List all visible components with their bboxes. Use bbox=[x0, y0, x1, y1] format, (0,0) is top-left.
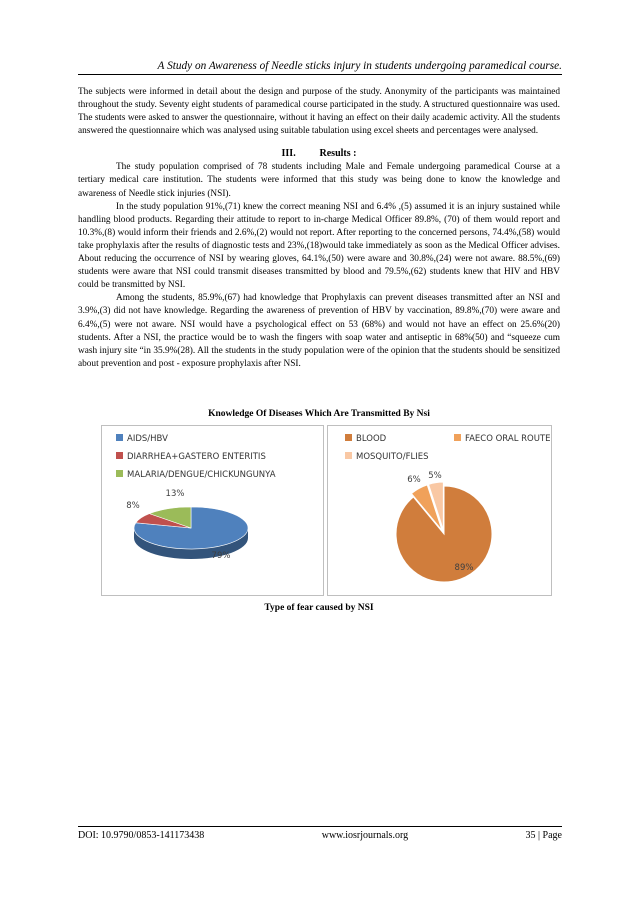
legend-label-faeco-oral-route: FAECO ORAL ROUTE bbox=[465, 434, 551, 444]
legend-swatch-malaria-dengue-chickungunya bbox=[116, 470, 123, 477]
legend-label-blood: BLOOD bbox=[356, 434, 387, 444]
page-footer bbox=[78, 826, 562, 841]
body-text bbox=[78, 86, 560, 371]
results-paragraph: The study population comprised of 78 students including Male and Female undergoing paramedical Course at a tertiary medical care institution. The students were informed that this study was being done to know the knowledge and awareness of Needle stick injuries (NSI). bbox=[78, 162, 560, 199]
legend-swatch-blood bbox=[345, 434, 352, 441]
legend-swatch-mosquito-flies bbox=[345, 452, 352, 459]
data-label-blood: 89% bbox=[454, 563, 474, 573]
section-heading bbox=[78, 148, 560, 159]
legend-label-aids-hbv: AIDS/HBV bbox=[127, 434, 168, 444]
section-number: III. bbox=[281, 148, 296, 160]
footer-doi: DOI: 10.9790/0853-141173438 bbox=[78, 830, 205, 841]
footer-page-number: 35 | Page bbox=[525, 830, 562, 841]
running-header: A Study on Awareness of Needle sticks injury in students undergoing paramedical course. bbox=[78, 60, 562, 75]
results-paragraph: In the study population 91%,(71) knew the correct meaning NSI and 6.4% ,(5) assumed it is an injury sustained while handling blood products. Regarding their attitude to report to in-charge Medical Officer 89.8%, (70) of them would report and 10.3%,(8) would inform their friends and 2.6%,(2) would not report. After reporting to the concerned persons, 74.4%,(58) would take prophylaxis after the results of diagnostic tests and 23%,(18)would take immediately as soon as the Medical Officer advises. About reducing the occurrence of NSI by wearing gloves, 64.1%,(50) were aware and 30.8%,(24) were not aware. 88.5%,(69) students were aware that NSI could transmit diseases transmitted by blood and 79.5%,(62) students knew that HIV and HBV could be transmitted by NSI. bbox=[78, 201, 560, 291]
legend-swatch-diarrhea-gastero-enteritis bbox=[116, 452, 123, 459]
pie-slice-blood bbox=[396, 486, 492, 582]
data-label-diarrhea-gastero-enteritis: 8% bbox=[126, 501, 140, 511]
data-label-faeco-oral-route: 6% bbox=[407, 475, 421, 485]
legend-label-mosquito-flies: MOSQUITO/FLIES bbox=[356, 452, 429, 462]
pie-chart-transmission bbox=[327, 425, 552, 596]
figure-title: Knowledge Of Diseases Which Are Transmitted By Nsi bbox=[208, 409, 430, 419]
footer-website: www.iosrjournals.org bbox=[321, 830, 409, 841]
legend-label-diarrhea-gastero-enteritis: DIARRHEA+GASTERO ENTERITIS bbox=[127, 452, 266, 462]
data-label-mosquito-flies: 5% bbox=[428, 471, 442, 481]
figure-caption: Type of fear caused by NSI bbox=[264, 603, 374, 613]
pie-chart-diseases-svg bbox=[102, 426, 323, 595]
data-label-malaria-dengue-chickungunya: 13% bbox=[165, 489, 185, 499]
legend-label-malaria-dengue-chickungunya: MALARIA/DENGUE/CHICKUNGUNYA bbox=[127, 470, 276, 480]
legend-swatch-aids-hbv bbox=[116, 434, 123, 441]
section-title: Results : bbox=[319, 148, 357, 160]
pie-chart-transmission-svg bbox=[328, 426, 551, 595]
methods-paragraph: The subjects were informed in detail about the design and purpose of the study. Anonymity of the participants was maintained throughout the study. Seventy eight students of paramedical course participated in the study. A structured questionnaire was used. The students were asked to answer the questionnaire, without it having an effect on their daily academic activity. All the students answered the questionnaire which was analysed using suitable tabulation using excel sheets and percentages were analysed. bbox=[78, 87, 560, 137]
data-label-aids-hbv: 79% bbox=[211, 551, 231, 561]
pie-chart-diseases bbox=[101, 425, 324, 596]
results-paragraph: Among the students, 85.9%,(67) had knowledge that Prophylaxis can prevent diseases transmitted after an NSI and 3.9%,(3) did not have knowledge. Regarding the awareness of prevention of HBV by vaccination, 89.8%,(70) were aware and 6.4%,(5) were not aware. NSI would have a psychological effect on 53 (68%) and would not have an effect on 25.6%(20) students. After a NSI, the practice would be to wash the fingers with soap water and antiseptic in 68%(50) and “squeeze cum wash injury site “in 35.9%(28). All the students in the study population were of the opinion that the students should be sensitized about prevention and post - exposure prophylaxis after NSI. bbox=[78, 293, 560, 369]
legend-swatch-faeco-oral-route bbox=[454, 434, 461, 441]
